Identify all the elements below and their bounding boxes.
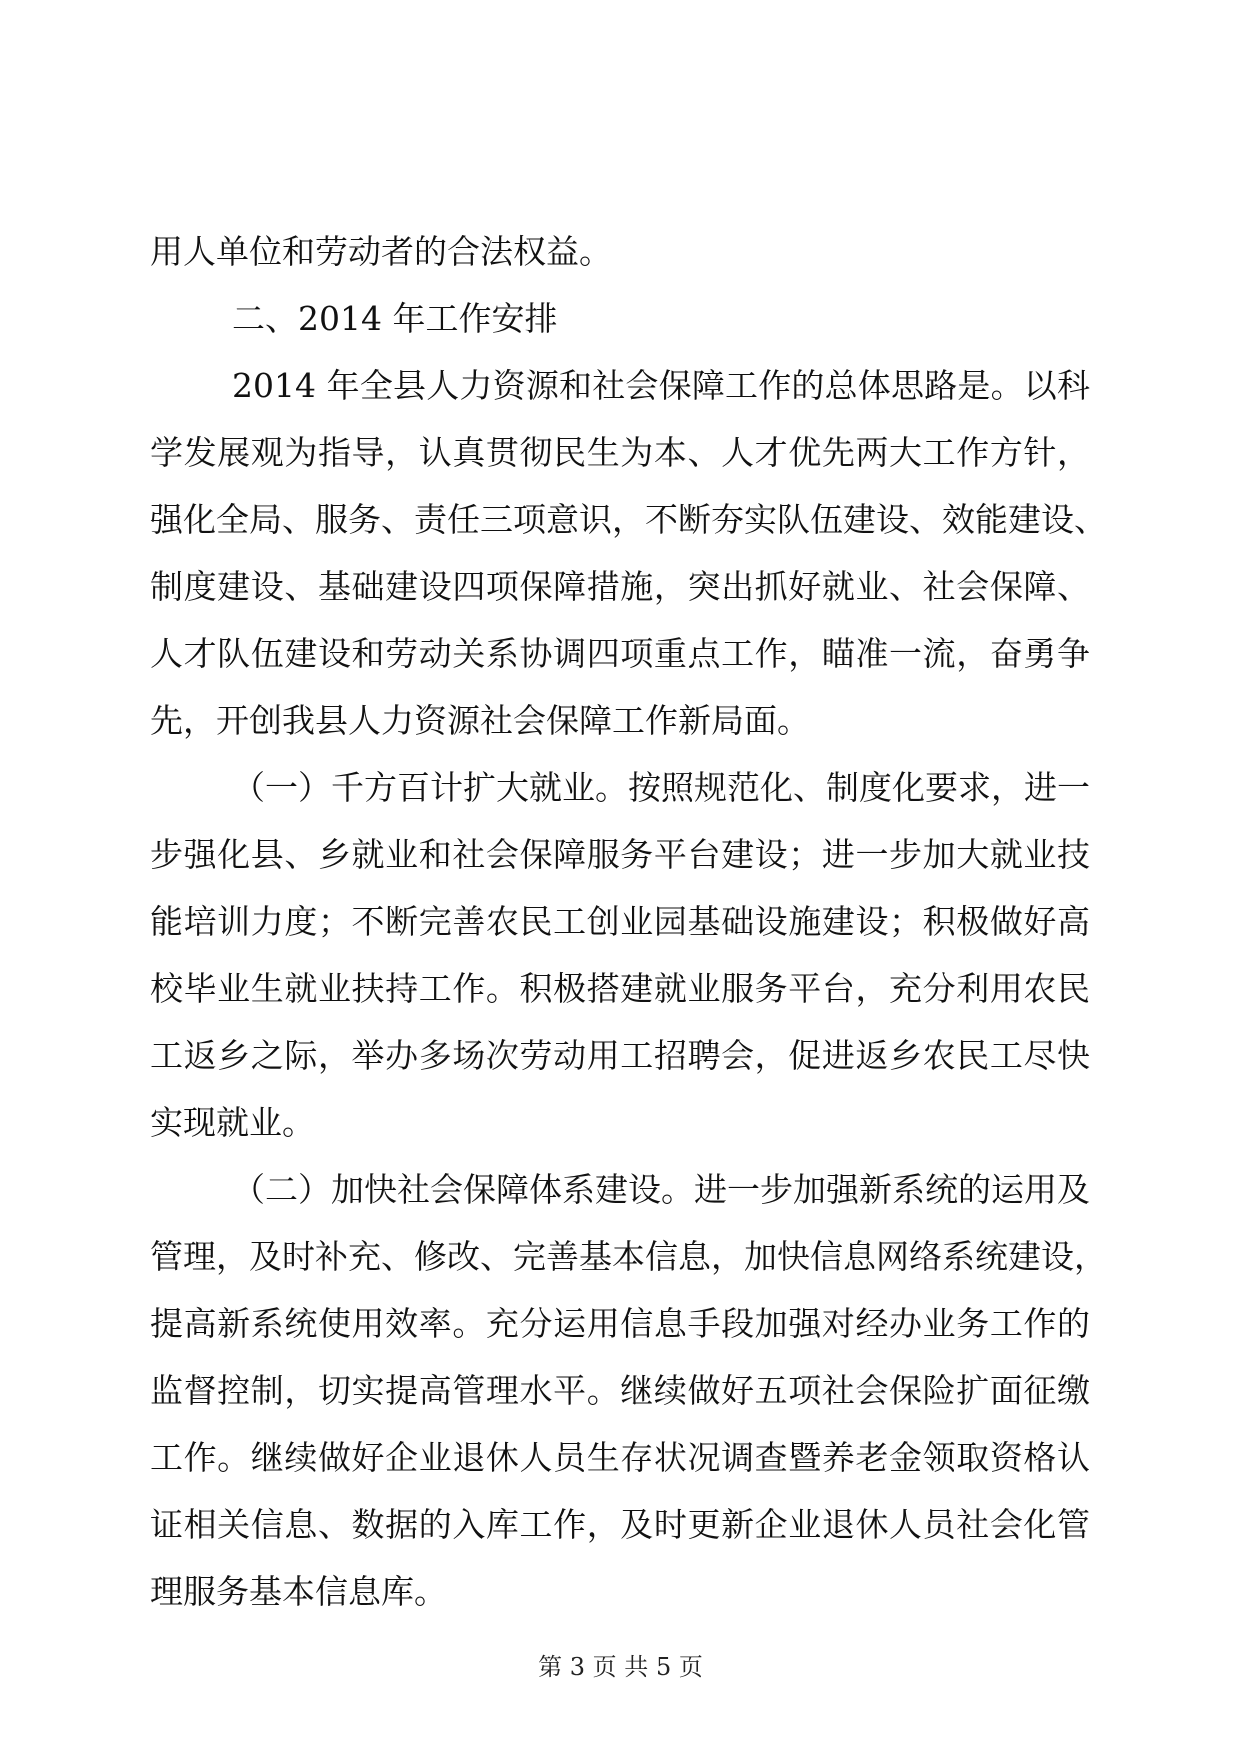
body-line: 学发展观为指导，认真贯彻民生为本、人才优先两大工作方针， — [150, 433, 1090, 472]
section-heading: 二、2014 年工作安排 — [232, 299, 558, 338]
body-line: 用人单位和劳动者的合法权益。 — [150, 232, 612, 271]
page-footer — [0, 1652, 1241, 1682]
paragraph-end-line: 先，开创我县人力资源社会保障工作新局面。 — [150, 701, 810, 740]
body-line: 证相关信息、数据的入库工作，及时更新企业退休人员社会化管 — [150, 1505, 1090, 1544]
body-line: 管理，及时补充、修改、完善基本信息，加快信息网络系统建设， — [150, 1237, 1107, 1276]
body-line: 制度建设、基础建设四项保障措施，突出抓好就业、社会保障、 — [150, 567, 1090, 606]
body-line: 强化全局、服务、责任三项意识，不断夯实队伍建设、效能建设、 — [150, 500, 1107, 539]
paragraph-end-line: 理服务基本信息库。 — [150, 1572, 447, 1611]
body-line: 人才队伍建设和劳动关系协调四项重点工作，瞄准一流，奋勇争 — [150, 634, 1090, 673]
paragraph-start-line: 2014 年全县人力资源和社会保障工作的总体思路是。以科 — [232, 366, 1090, 405]
body-line: 校毕业生就业扶持工作。积极搭建就业服务平台，充分利用农民 — [150, 969, 1090, 1008]
body-line: 能培训力度；不断完善农民工创业园基础设施建设；积极做好高 — [150, 902, 1090, 941]
paragraph-end-line: 实现就业。 — [150, 1103, 315, 1142]
subsection-heading-line: （二）加快社会保障体系建设。进一步加强新系统的运用及 — [232, 1170, 1090, 1209]
document-body — [150, 218, 1107, 1625]
body-line: 工返乡之际，举办多场次劳动用工招聘会，促进返乡农民工尽快 — [150, 1036, 1090, 1075]
page-number-label: 第 3 页 共 5 页 — [538, 1653, 703, 1681]
subsection-heading-line: （一）千方百计扩大就业。按照规范化、制度化要求，进一 — [232, 768, 1090, 807]
body-line: 步强化县、乡就业和社会保障服务平台建设；进一步加大就业技 — [150, 835, 1090, 874]
body-line: 提高新系统使用效率。充分运用信息手段加强对经办业务工作的 — [150, 1304, 1090, 1343]
body-line: 监督控制，切实提高管理水平。继续做好五项社会保险扩面征缴 — [150, 1371, 1090, 1410]
body-line: 工作。继续做好企业退休人员生存状况调查暨养老金领取资格认 — [150, 1438, 1090, 1477]
